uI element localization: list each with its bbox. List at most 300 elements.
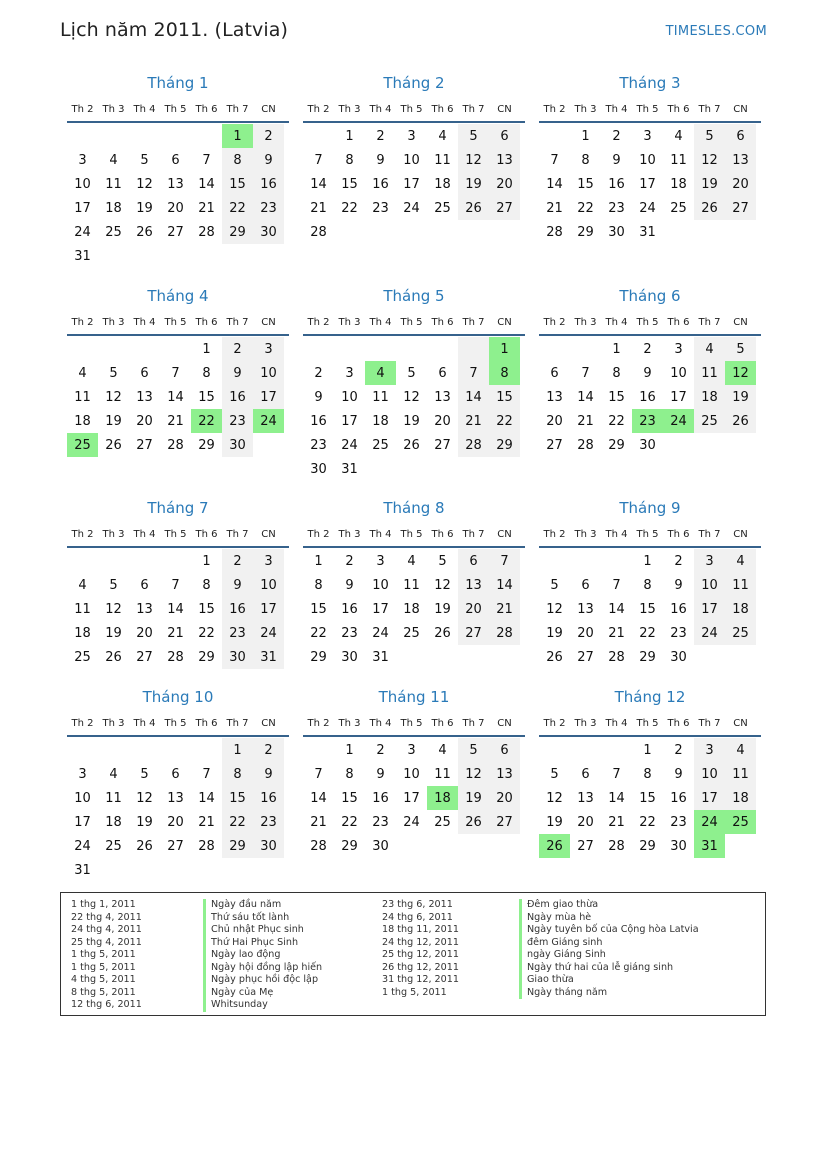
legend-name: Ngày mùa hè bbox=[519, 912, 699, 925]
day-cell: 2 bbox=[674, 553, 683, 569]
day-cell: 22 bbox=[341, 200, 358, 216]
day-cell: 2 bbox=[376, 128, 385, 144]
day-cell: 4 bbox=[109, 152, 118, 168]
day-cell-holiday: 31 bbox=[694, 834, 725, 858]
day-cell: 2 bbox=[314, 365, 323, 381]
header-rule bbox=[67, 121, 289, 123]
day-empty bbox=[98, 337, 129, 361]
day-cell: 5 bbox=[694, 124, 725, 148]
day-cell: 31 bbox=[341, 461, 358, 477]
weekday-label: Th 4 bbox=[133, 103, 156, 115]
day-cell: 15 bbox=[341, 790, 358, 806]
day-cell: 24 bbox=[403, 814, 420, 830]
day-empty bbox=[303, 738, 334, 762]
day-cell: 18 bbox=[105, 200, 122, 216]
day-cell: 25 bbox=[403, 625, 420, 641]
weekday-label: Th 7 bbox=[462, 717, 485, 729]
day-cell: 26 bbox=[136, 224, 153, 240]
day-empty bbox=[98, 124, 129, 148]
day-cell: 8 bbox=[612, 365, 621, 381]
day-cell: 12 bbox=[546, 601, 563, 617]
weekday-label: CN bbox=[497, 316, 512, 328]
day-cell: 18 bbox=[725, 786, 756, 810]
day-cell: 19 bbox=[105, 625, 122, 641]
day-cell: 1 bbox=[222, 738, 253, 762]
weekday-label: Th 3 bbox=[102, 717, 125, 729]
weekday-label: Th 2 bbox=[543, 316, 566, 328]
legend-date: 24 thg 6, 2011 bbox=[382, 911, 453, 923]
legend-date: 1 thg 5, 2011 bbox=[382, 986, 447, 998]
day-cell: 16 bbox=[341, 601, 358, 617]
day-cell: 6 bbox=[171, 766, 180, 782]
day-cell: 26 bbox=[458, 810, 489, 834]
day-cell: 23 bbox=[670, 625, 687, 641]
day-grid bbox=[67, 337, 289, 457]
day-cell: 20 bbox=[725, 172, 756, 196]
legend-dates-right bbox=[382, 899, 459, 999]
day-cell: 18 bbox=[105, 814, 122, 830]
day-cell: 15 bbox=[639, 790, 656, 806]
day-empty bbox=[601, 738, 632, 762]
day-cell: 10 bbox=[74, 176, 91, 192]
day-cell: 20 bbox=[489, 786, 520, 810]
weekday-label: Th 4 bbox=[369, 717, 392, 729]
weekday-label: Th 2 bbox=[71, 316, 94, 328]
day-cell: 5 bbox=[438, 553, 447, 569]
weekday-label: Th 2 bbox=[307, 316, 330, 328]
day-cell: 6 bbox=[458, 549, 489, 573]
weekday-label: Th 2 bbox=[543, 528, 566, 540]
legend-name: Ngày đầu năm bbox=[203, 899, 322, 912]
day-empty bbox=[570, 549, 601, 573]
day-cell: 1 bbox=[345, 742, 354, 758]
day-cell: 10 bbox=[253, 573, 284, 597]
weekday-label: Th 3 bbox=[338, 717, 361, 729]
day-cell: 20 bbox=[577, 625, 594, 641]
day-cell: 6 bbox=[171, 152, 180, 168]
day-cell: 27 bbox=[167, 224, 184, 240]
day-cell: 3 bbox=[694, 549, 725, 573]
day-empty bbox=[67, 738, 98, 762]
weekday-label: Th 5 bbox=[400, 103, 423, 115]
day-cell: 11 bbox=[670, 152, 687, 168]
weekday-header bbox=[539, 310, 761, 334]
weekday-label: Th 7 bbox=[698, 103, 721, 115]
day-cell: 17 bbox=[694, 786, 725, 810]
day-cell: 8 bbox=[202, 577, 211, 593]
day-cell: 17 bbox=[670, 389, 687, 405]
day-cell: 22 bbox=[639, 814, 656, 830]
day-cell: 22 bbox=[608, 413, 625, 429]
weekday-label: Th 7 bbox=[226, 103, 249, 115]
day-cell: 22 bbox=[341, 814, 358, 830]
day-cell: 5 bbox=[140, 766, 149, 782]
day-cell: 7 bbox=[612, 766, 621, 782]
day-cell: 13 bbox=[577, 790, 594, 806]
day-cell: 5 bbox=[109, 577, 118, 593]
day-cell: 10 bbox=[403, 152, 420, 168]
day-cell: 20 bbox=[577, 814, 594, 830]
day-cell: 13 bbox=[489, 148, 520, 172]
day-cell: 28 bbox=[458, 433, 489, 457]
day-cell: 19 bbox=[105, 413, 122, 429]
day-cell: 4 bbox=[438, 128, 447, 144]
day-cell: 12 bbox=[136, 176, 153, 192]
day-cell: 7 bbox=[489, 549, 520, 573]
day-cell: 11 bbox=[434, 152, 451, 168]
day-cell: 22 bbox=[577, 200, 594, 216]
header-rule bbox=[303, 546, 525, 548]
day-cell: 30 bbox=[222, 433, 253, 457]
day-cell: 8 bbox=[345, 766, 354, 782]
day-cell: 4 bbox=[407, 553, 416, 569]
day-cell: 19 bbox=[403, 413, 420, 429]
weekday-label: Th 5 bbox=[164, 717, 187, 729]
day-cell: 1 bbox=[202, 553, 211, 569]
day-cell-holiday: 12 bbox=[725, 361, 756, 385]
day-grid bbox=[539, 124, 761, 244]
day-cell: 17 bbox=[74, 200, 91, 216]
day-cell: 11 bbox=[725, 573, 756, 597]
day-cell: 5 bbox=[407, 365, 416, 381]
day-cell: 1 bbox=[581, 128, 590, 144]
day-empty bbox=[539, 738, 570, 762]
legend-date: 12 thg 6, 2011 bbox=[71, 999, 142, 1010]
day-cell: 16 bbox=[639, 389, 656, 405]
day-cell: 4 bbox=[78, 365, 87, 381]
day-cell: 16 bbox=[608, 176, 625, 192]
day-cell: 16 bbox=[670, 601, 687, 617]
month-10 bbox=[67, 686, 289, 882]
day-cell: 24 bbox=[403, 200, 420, 216]
weekday-label: Th 4 bbox=[605, 528, 628, 540]
day-cell: 27 bbox=[434, 437, 451, 453]
month-title: Tháng 10 bbox=[142, 688, 214, 706]
weekday-label: Th 7 bbox=[462, 528, 485, 540]
day-cell: 10 bbox=[74, 790, 91, 806]
weekday-label: Th 7 bbox=[226, 528, 249, 540]
month-7 bbox=[67, 497, 289, 669]
site-link[interactable]: TIMESLES.COM bbox=[665, 24, 767, 39]
day-cell: 29 bbox=[198, 649, 215, 665]
day-cell: 7 bbox=[550, 152, 559, 168]
legend-date: 26 thg 12, 2011 bbox=[382, 961, 459, 973]
day-grid bbox=[303, 337, 525, 481]
day-cell: 16 bbox=[253, 172, 284, 196]
day-cell: 25 bbox=[434, 200, 451, 216]
day-cell: 21 bbox=[310, 200, 327, 216]
day-cell: 3 bbox=[253, 549, 284, 573]
day-cell: 14 bbox=[198, 790, 215, 806]
legend-date: 1 thg 5, 2011 bbox=[71, 961, 136, 973]
day-cell: 17 bbox=[372, 601, 389, 617]
day-empty bbox=[191, 124, 222, 148]
weekday-label: Th 6 bbox=[431, 103, 454, 115]
day-empty bbox=[67, 124, 98, 148]
day-cell: 3 bbox=[643, 128, 652, 144]
day-cell-holiday: 4 bbox=[365, 361, 396, 385]
legend-date: 1 thg 1, 2011 bbox=[71, 899, 136, 910]
legend-date: 24 thg 4, 2011 bbox=[71, 924, 142, 935]
day-cell: 19 bbox=[458, 172, 489, 196]
day-empty bbox=[67, 549, 98, 573]
weekday-label: Th 6 bbox=[431, 528, 454, 540]
day-cell: 23 bbox=[222, 409, 253, 433]
weekday-header bbox=[539, 97, 761, 121]
day-cell: 2 bbox=[253, 738, 284, 762]
day-cell: 20 bbox=[458, 597, 489, 621]
weekday-label: Th 4 bbox=[605, 316, 628, 328]
day-cell: 19 bbox=[694, 172, 725, 196]
day-cell: 29 bbox=[639, 838, 656, 854]
day-cell: 23 bbox=[372, 200, 389, 216]
weekday-label: Th 3 bbox=[102, 103, 125, 115]
day-cell: 31 bbox=[74, 248, 91, 264]
day-cell: 21 bbox=[577, 413, 594, 429]
day-cell: 11 bbox=[74, 389, 91, 405]
day-cell: 4 bbox=[109, 766, 118, 782]
day-cell: 18 bbox=[403, 601, 420, 617]
day-cell: 9 bbox=[314, 389, 323, 405]
day-cell: 28 bbox=[310, 224, 327, 240]
weekday-label: Th 5 bbox=[400, 717, 423, 729]
weekday-label: Th 3 bbox=[338, 316, 361, 328]
day-cell: 7 bbox=[202, 766, 211, 782]
day-cell-holiday: 1 bbox=[489, 337, 520, 361]
day-cell: 30 bbox=[639, 437, 656, 453]
day-cell: 21 bbox=[167, 625, 184, 641]
day-cell: 23 bbox=[341, 625, 358, 641]
day-cell: 25 bbox=[694, 409, 725, 433]
day-grid bbox=[539, 738, 761, 858]
day-cell: 14 bbox=[608, 790, 625, 806]
day-cell: 29 bbox=[577, 224, 594, 240]
day-cell: 24 bbox=[74, 838, 91, 854]
weekday-label: Th 6 bbox=[667, 717, 690, 729]
legend-name: đêm Giáng sinh bbox=[519, 937, 699, 950]
weekday-label: Th 5 bbox=[164, 103, 187, 115]
day-cell: 19 bbox=[458, 786, 489, 810]
day-cell: 12 bbox=[546, 790, 563, 806]
weekday-label: Th 7 bbox=[698, 316, 721, 328]
day-cell: 26 bbox=[105, 437, 122, 453]
day-cell: 21 bbox=[489, 597, 520, 621]
day-cell: 5 bbox=[109, 365, 118, 381]
day-cell: 4 bbox=[694, 337, 725, 361]
legend-names-right bbox=[519, 899, 699, 999]
day-cell: 24 bbox=[639, 200, 656, 216]
day-cell: 15 bbox=[222, 786, 253, 810]
day-cell: 22 bbox=[222, 196, 253, 220]
day-cell: 12 bbox=[458, 762, 489, 786]
day-cell: 6 bbox=[140, 577, 149, 593]
day-cell: 12 bbox=[105, 389, 122, 405]
day-cell: 16 bbox=[670, 790, 687, 806]
weekday-label: Th 3 bbox=[338, 528, 361, 540]
day-cell: 6 bbox=[550, 365, 559, 381]
day-cell: 25 bbox=[434, 814, 451, 830]
day-cell: 14 bbox=[310, 790, 327, 806]
day-cell: 16 bbox=[372, 790, 389, 806]
weekday-header bbox=[67, 310, 289, 334]
day-empty bbox=[458, 337, 489, 361]
day-cell: 1 bbox=[643, 553, 652, 569]
day-cell: 23 bbox=[670, 814, 687, 830]
day-cell: 14 bbox=[546, 176, 563, 192]
day-empty bbox=[601, 549, 632, 573]
day-cell: 30 bbox=[372, 838, 389, 854]
day-cell: 14 bbox=[458, 385, 489, 409]
day-cell: 4 bbox=[725, 549, 756, 573]
day-cell: 17 bbox=[253, 597, 284, 621]
day-cell: 2 bbox=[674, 742, 683, 758]
weekday-header bbox=[67, 711, 289, 735]
day-cell: 12 bbox=[136, 790, 153, 806]
weekday-label: Th 5 bbox=[164, 528, 187, 540]
day-cell: 23 bbox=[608, 200, 625, 216]
weekday-header bbox=[303, 711, 525, 735]
day-cell: 12 bbox=[694, 148, 725, 172]
day-cell: 27 bbox=[725, 196, 756, 220]
day-cell: 1 bbox=[612, 341, 621, 357]
day-cell: 15 bbox=[198, 389, 215, 405]
day-cell: 20 bbox=[434, 413, 451, 429]
day-cell: 14 bbox=[608, 601, 625, 617]
day-cell: 26 bbox=[458, 196, 489, 220]
day-cell: 20 bbox=[167, 200, 184, 216]
day-cell: 4 bbox=[725, 738, 756, 762]
day-cell: 13 bbox=[489, 762, 520, 786]
day-cell: 11 bbox=[105, 176, 122, 192]
legend-name: Ngày của Mẹ bbox=[203, 987, 322, 1000]
header-rule bbox=[303, 735, 525, 737]
day-cell: 19 bbox=[546, 814, 563, 830]
weekday-label: Th 7 bbox=[226, 717, 249, 729]
day-cell: 18 bbox=[694, 385, 725, 409]
day-cell: 9 bbox=[674, 577, 683, 593]
day-cell: 11 bbox=[105, 790, 122, 806]
day-grid bbox=[67, 738, 289, 882]
legend-date: 31 thg 12, 2011 bbox=[382, 974, 459, 985]
day-cell: 5 bbox=[550, 766, 559, 782]
day-cell: 21 bbox=[310, 814, 327, 830]
day-cell: 3 bbox=[407, 128, 416, 144]
day-empty bbox=[427, 337, 458, 361]
day-cell: 10 bbox=[694, 762, 725, 786]
day-cell: 20 bbox=[136, 625, 153, 641]
header-rule bbox=[303, 334, 525, 336]
weekday-label: Th 4 bbox=[369, 528, 392, 540]
day-cell: 19 bbox=[136, 200, 153, 216]
day-cell: 8 bbox=[222, 762, 253, 786]
weekday-label: Th 3 bbox=[574, 103, 597, 115]
day-cell-holiday: 18 bbox=[427, 786, 458, 810]
header-rule bbox=[67, 735, 289, 737]
day-cell: 3 bbox=[376, 553, 385, 569]
day-empty bbox=[539, 549, 570, 573]
weekday-label: CN bbox=[733, 316, 748, 328]
weekday-label: Th 3 bbox=[574, 528, 597, 540]
weekday-label: Th 4 bbox=[133, 717, 156, 729]
legend-date: 4 thg 5, 2011 bbox=[71, 974, 136, 985]
day-cell: 15 bbox=[608, 389, 625, 405]
day-empty bbox=[334, 337, 365, 361]
weekday-label: Th 4 bbox=[133, 528, 156, 540]
day-empty bbox=[539, 124, 570, 148]
day-cell: 31 bbox=[253, 645, 284, 669]
day-cell: 5 bbox=[725, 337, 756, 361]
day-cell: 11 bbox=[372, 389, 389, 405]
weekday-label: Th 2 bbox=[71, 103, 94, 115]
month-11 bbox=[303, 686, 525, 858]
day-cell: 8 bbox=[643, 577, 652, 593]
day-cell: 8 bbox=[222, 148, 253, 172]
month-1 bbox=[67, 72, 289, 268]
day-empty bbox=[570, 337, 601, 361]
day-cell: 7 bbox=[458, 361, 489, 385]
day-cell: 18 bbox=[434, 176, 451, 192]
weekday-header bbox=[539, 522, 761, 546]
day-cell: 25 bbox=[725, 621, 756, 645]
weekday-label: Th 2 bbox=[307, 528, 330, 540]
weekday-label: Th 2 bbox=[543, 103, 566, 115]
day-cell: 28 bbox=[167, 437, 184, 453]
day-cell: 30 bbox=[222, 645, 253, 669]
day-cell: 10 bbox=[372, 577, 389, 593]
day-cell: 23 bbox=[253, 196, 284, 220]
month-title: Tháng 3 bbox=[619, 74, 681, 92]
day-cell: 7 bbox=[202, 152, 211, 168]
day-cell: 11 bbox=[74, 601, 91, 617]
day-empty bbox=[98, 738, 129, 762]
day-cell: 13 bbox=[167, 176, 184, 192]
weekday-label: CN bbox=[733, 528, 748, 540]
day-cell: 19 bbox=[725, 385, 756, 409]
day-cell-holiday: 25 bbox=[67, 433, 98, 457]
day-empty bbox=[303, 124, 334, 148]
day-cell: 13 bbox=[458, 573, 489, 597]
weekday-label: Th 5 bbox=[636, 528, 659, 540]
day-cell: 26 bbox=[105, 649, 122, 665]
day-cell-holiday: 24 bbox=[253, 409, 284, 433]
month-4 bbox=[67, 285, 289, 457]
holiday-legend bbox=[60, 892, 766, 1016]
day-cell: 29 bbox=[310, 649, 327, 665]
day-cell: 30 bbox=[608, 224, 625, 240]
day-cell: 28 bbox=[489, 621, 520, 645]
day-cell: 7 bbox=[314, 766, 323, 782]
day-cell: 11 bbox=[403, 577, 420, 593]
day-cell: 3 bbox=[674, 341, 683, 357]
day-cell: 6 bbox=[725, 124, 756, 148]
day-cell: 14 bbox=[198, 176, 215, 192]
weekday-label: Th 6 bbox=[431, 316, 454, 328]
day-cell: 5 bbox=[550, 577, 559, 593]
day-cell: 10 bbox=[694, 573, 725, 597]
weekday-label: CN bbox=[497, 717, 512, 729]
day-cell: 3 bbox=[407, 742, 416, 758]
day-grid bbox=[303, 549, 525, 669]
day-cell: 28 bbox=[608, 838, 625, 854]
day-cell: 1 bbox=[643, 742, 652, 758]
header-rule bbox=[67, 334, 289, 336]
month-title: Tháng 1 bbox=[147, 74, 209, 92]
day-cell: 16 bbox=[372, 176, 389, 192]
day-cell: 17 bbox=[403, 790, 420, 806]
weekday-label: Th 5 bbox=[636, 717, 659, 729]
day-cell: 7 bbox=[171, 577, 180, 593]
day-empty bbox=[365, 337, 396, 361]
